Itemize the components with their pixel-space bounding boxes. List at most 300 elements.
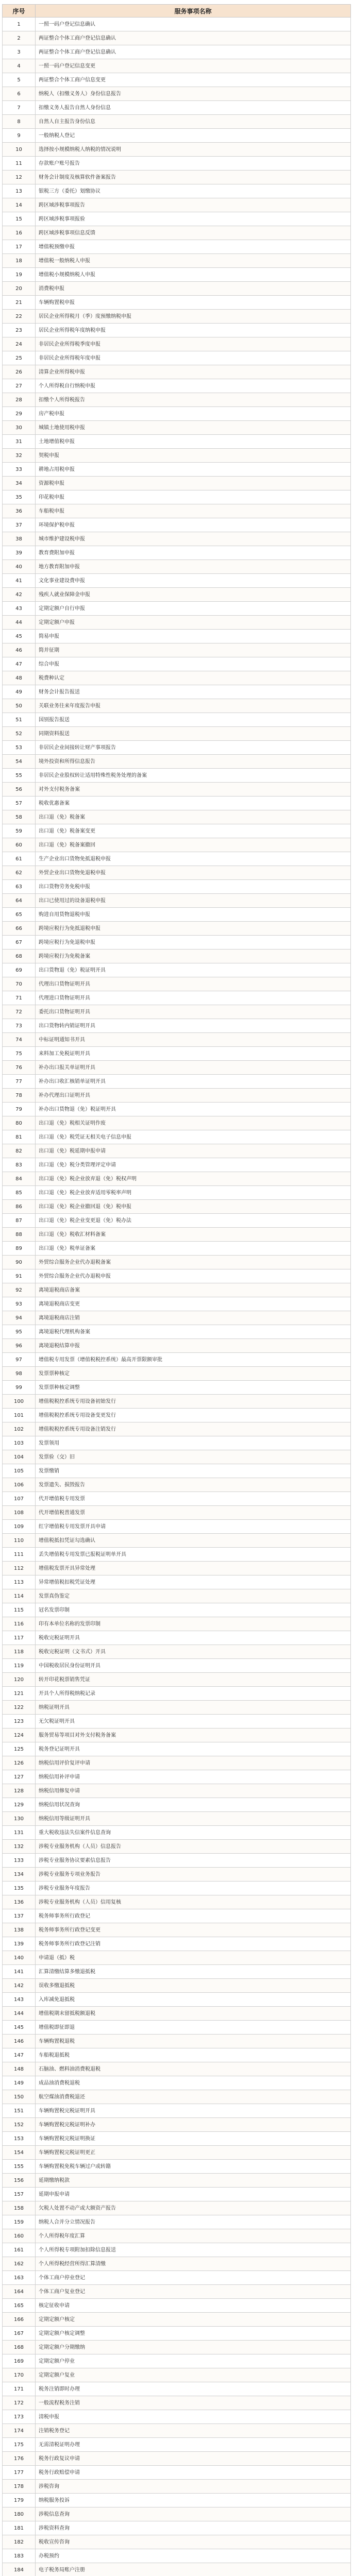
row-index: 65 (3, 908, 36, 922)
table-row (3, 1812, 351, 1826)
table-row (3, 1492, 351, 1506)
table-row (3, 991, 351, 1005)
table-row (3, 1923, 351, 1937)
row-service-name: 财务会计制度及核算软件备案报告 (36, 171, 351, 184)
row-service-name: 补办出口货物退（免）税证明开具 (36, 1103, 351, 1116)
row-service-name: 残疾人就业保障金申报 (36, 588, 351, 602)
row-index: 64 (3, 894, 36, 908)
table-row (3, 922, 351, 936)
row-service-name: 两证整合个体工商户登记信息确认 (36, 45, 351, 59)
row-service-name: 开具个人所得税纳税记录 (36, 1687, 351, 1701)
row-service-name: 成品油消费税退税 (36, 2076, 351, 2090)
row-service-name: 增值税发票开具异常处理 (36, 1562, 351, 1575)
row-index: 114 (3, 1589, 36, 1603)
table-row (3, 1116, 351, 1130)
table-row (3, 894, 351, 908)
table-row (3, 2382, 351, 2396)
row-index: 3 (3, 45, 36, 59)
table-row (3, 18, 351, 31)
table-header-row (3, 5, 351, 18)
row-service-name: 出口退（免）税延期申报申请 (36, 1144, 351, 1158)
table-row (3, 1575, 351, 1589)
table-row (3, 2062, 351, 2076)
row-service-name: 财务会计报告报送 (36, 685, 351, 699)
row-index: 103 (3, 1436, 36, 1450)
row-index: 140 (3, 1951, 36, 1965)
row-service-name: 纳税信用等级证明开具 (36, 1812, 351, 1826)
table-row (3, 393, 351, 407)
row-index: 91 (3, 1269, 36, 1283)
row-service-name: 居民企业所得税年度纳税申报 (36, 324, 351, 337)
row-index: 49 (3, 685, 36, 699)
table-row (3, 908, 351, 922)
row-service-name: 补办代理出口证明开具 (36, 1089, 351, 1103)
row-index: 39 (3, 546, 36, 560)
row-service-name: 出口货物劳务免税申报 (36, 880, 351, 894)
table-row (3, 1186, 351, 1200)
row-index: 19 (3, 268, 36, 282)
table-row (3, 630, 351, 643)
row-service-name: 注销税务登记 (36, 2424, 351, 2438)
row-index: 58 (3, 810, 36, 824)
table-row (3, 2535, 351, 2549)
table-row (3, 490, 351, 504)
table-row (3, 1589, 351, 1603)
row-index: 4 (3, 59, 36, 73)
row-service-name: 发票缴销 (36, 1464, 351, 1478)
row-service-name: 出口退（免）税企业变更退（免）税办法 (36, 1214, 351, 1228)
row-index: 6 (3, 87, 36, 101)
row-service-name: 出口退（免）税相关证明作废 (36, 1116, 351, 1130)
row-service-name: 纳税服务投诉 (36, 2494, 351, 2507)
table-row (3, 1103, 351, 1116)
row-service-name: 发票验（交）旧 (36, 1450, 351, 1464)
row-service-name: 补办出口收汇核销单证明开具 (36, 1075, 351, 1089)
row-index: 55 (3, 769, 36, 783)
row-index: 135 (3, 1882, 36, 1895)
row-index: 176 (3, 2452, 36, 2466)
row-service-name: 发票票种核定 (36, 1367, 351, 1381)
row-service-name: 补办出口报关单证明开具 (36, 1061, 351, 1075)
row-index: 179 (3, 2494, 36, 2507)
row-index: 171 (3, 2382, 36, 2396)
row-service-name: 外贸企业出口货物免退税申报 (36, 866, 351, 880)
table-row (3, 1645, 351, 1659)
row-service-name: 文化事业建设费申报 (36, 574, 351, 588)
row-index: 17 (3, 240, 36, 254)
row-service-name: 税务师事务所行政登记 (36, 1909, 351, 1923)
table-row (3, 1617, 351, 1631)
row-index: 97 (3, 1353, 36, 1367)
table-row (3, 1603, 351, 1617)
row-index: 108 (3, 1506, 36, 1520)
row-service-name: 增值税税控系统专用设备注销发行 (36, 1422, 351, 1436)
row-service-name: 出口退（免）税收汇材料备案 (36, 1228, 351, 1242)
row-index: 13 (3, 184, 36, 198)
table-row (3, 2563, 351, 2576)
row-index: 96 (3, 1339, 36, 1353)
row-service-name: 出口货物退（免）税证明开具 (36, 963, 351, 977)
table-row (3, 616, 351, 630)
row-index: 180 (3, 2507, 36, 2521)
row-index: 105 (3, 1464, 36, 1478)
row-index: 109 (3, 1520, 36, 1534)
row-service-name: 纳税信用修复申请 (36, 1784, 351, 1798)
row-index: 56 (3, 783, 36, 796)
table-row (3, 2201, 351, 2215)
row-service-name: 离境退税商店注销 (36, 1311, 351, 1325)
row-index: 93 (3, 1297, 36, 1311)
row-index: 98 (3, 1367, 36, 1381)
table-row (3, 240, 351, 254)
row-service-name: 一般纳税人登记 (36, 129, 351, 143)
row-service-name: 涉税信息查询 (36, 2507, 351, 2521)
row-service-name: 车辆购置税申报 (36, 296, 351, 310)
table-row (3, 866, 351, 880)
row-service-name: 一照一码户登记信息确认 (36, 18, 351, 31)
row-index: 47 (3, 657, 36, 671)
row-service-name: 涉税专业服务年度报告 (36, 1882, 351, 1895)
row-index: 29 (3, 407, 36, 421)
table-row (3, 351, 351, 365)
row-service-name: 定期定额户核定 (36, 2313, 351, 2327)
table-row (3, 1130, 351, 1144)
row-index: 104 (3, 1450, 36, 1464)
row-index: 164 (3, 2285, 36, 2299)
table-row (3, 2146, 351, 2160)
table-row (3, 171, 351, 184)
row-service-name: 代理出口货物证明开具 (36, 977, 351, 991)
table-row (3, 2021, 351, 2035)
row-service-name: 增值税一般纳税人申报 (36, 254, 351, 268)
row-service-name: 一般流程税务注销 (36, 2396, 351, 2410)
row-service-name: 印花税申报 (36, 490, 351, 504)
table-row (3, 73, 351, 87)
row-service-name: 印有本单位名称的发票印制 (36, 1617, 351, 1631)
row-index: 173 (3, 2410, 36, 2424)
row-service-name: 增值税税控系统专用设备变更发行 (36, 1409, 351, 1422)
row-service-name: 个体工商户停业登记 (36, 2271, 351, 2285)
row-service-name: 契税申报 (36, 449, 351, 463)
row-index: 57 (3, 796, 36, 810)
row-service-name: 同期资料报送 (36, 727, 351, 741)
row-service-name: 涉税资料查询 (36, 2521, 351, 2535)
row-index: 174 (3, 2424, 36, 2438)
table-row (3, 477, 351, 490)
row-service-name: 对外支付税务备案 (36, 783, 351, 796)
table-row (3, 1993, 351, 2007)
row-index: 41 (3, 574, 36, 588)
row-index: 156 (3, 2174, 36, 2188)
row-service-name: 纳税信用状况查询 (36, 1798, 351, 1812)
row-index: 8 (3, 115, 36, 129)
row-index: 89 (3, 1242, 36, 1256)
row-service-name: 资源税申报 (36, 477, 351, 490)
row-service-name: 环境保护税申报 (36, 518, 351, 532)
row-index: 85 (3, 1186, 36, 1200)
table-row (3, 1742, 351, 1756)
table-row (3, 1033, 351, 1047)
row-service-name: 个体工商户复业登记 (36, 2285, 351, 2299)
row-service-name: 中国税收居民身份证明开具 (36, 1659, 351, 1673)
row-index: 21 (3, 296, 36, 310)
table-row (3, 2480, 351, 2494)
row-index: 48 (3, 671, 36, 685)
row-service-name: 离境退税商店变更 (36, 1297, 351, 1311)
row-index: 106 (3, 1478, 36, 1492)
row-service-name: 存款账户账号报告 (36, 157, 351, 171)
row-service-name: 税收完税证明（文书式）开具 (36, 1645, 351, 1659)
row-service-name: 出口退（免）税备案 (36, 810, 351, 824)
row-service-name: 代开增值税普通发票 (36, 1506, 351, 1520)
row-service-name: 增值税期末留抵税额退税 (36, 2007, 351, 2021)
table-row (3, 1464, 351, 1478)
row-service-name: 购进自用货物退税申报 (36, 908, 351, 922)
row-service-name: 涉税专业服务机构（人员）信息报告 (36, 1840, 351, 1854)
row-service-name: 消费税申报 (36, 282, 351, 296)
row-index: 170 (3, 2368, 36, 2382)
table-row (3, 1798, 351, 1812)
row-index: 75 (3, 1047, 36, 1061)
table-row (3, 741, 351, 755)
table-row (3, 1784, 351, 1798)
table-row (3, 198, 351, 212)
table-row (3, 1283, 351, 1297)
table-row (3, 1089, 351, 1103)
table-row (3, 1242, 351, 1256)
table-row (3, 1325, 351, 1339)
table-row (3, 2007, 351, 2021)
table-row (3, 2313, 351, 2327)
table-row (3, 1659, 351, 1673)
table-row (3, 769, 351, 783)
row-service-name: 定期定额户分期缴纳 (36, 2341, 351, 2354)
table-row (3, 532, 351, 546)
row-index: 161 (3, 2243, 36, 2257)
table-row (3, 1228, 351, 1242)
table-row (3, 1422, 351, 1436)
row-index: 150 (3, 2090, 36, 2104)
row-service-name: 地方教育附加申报 (36, 560, 351, 574)
row-service-name: 跨区域涉税事项信息反馈 (36, 226, 351, 240)
table-row (3, 2132, 351, 2146)
table-row (3, 699, 351, 713)
table-row (3, 2466, 351, 2480)
row-service-name: 石脑油、燃料油消费税退税 (36, 2062, 351, 2076)
row-service-name: 税收优惠备案 (36, 796, 351, 810)
table-row (3, 1548, 351, 1562)
table-row (3, 1367, 351, 1381)
row-index: 20 (3, 282, 36, 296)
table-row (3, 254, 351, 268)
table-row (3, 2327, 351, 2341)
table-row (3, 1840, 351, 1854)
table-row (3, 574, 351, 588)
row-index: 78 (3, 1089, 36, 1103)
row-index: 154 (3, 2146, 36, 2160)
row-index: 110 (3, 1534, 36, 1548)
row-service-name: 延期缴纳税款 (36, 2174, 351, 2188)
table-row (3, 2438, 351, 2452)
row-index: 92 (3, 1283, 36, 1297)
row-index: 59 (3, 824, 36, 838)
row-index: 51 (3, 713, 36, 727)
row-service-name: 电子税务局账户注册 (36, 2563, 351, 2576)
row-index: 181 (3, 2521, 36, 2535)
row-service-name: 出口退（免）税分类管理评定申请 (36, 1158, 351, 1172)
table-row (3, 2549, 351, 2563)
row-service-name: 两证整合个体工商户登记信息确认 (36, 31, 351, 45)
row-service-name: 发票票种核定调整 (36, 1381, 351, 1395)
table-row (3, 1047, 351, 1061)
table-row (3, 2424, 351, 2438)
row-index: 86 (3, 1200, 36, 1214)
table-row (3, 1687, 351, 1701)
row-service-name: 车辆购置税退税 (36, 2035, 351, 2048)
row-index: 82 (3, 1144, 36, 1158)
row-service-name: 增值税预缴申报 (36, 240, 351, 254)
row-index: 46 (3, 643, 36, 657)
row-index: 117 (3, 1631, 36, 1645)
table-row (3, 1019, 351, 1033)
table-row (3, 101, 351, 115)
table-row (3, 2188, 351, 2201)
row-service-name: 红字增值税专用发票开具申请 (36, 1520, 351, 1534)
table-row (3, 824, 351, 838)
row-index: 119 (3, 1659, 36, 1673)
row-service-name: 丢失增值税专用发票已报税证明单开具 (36, 1548, 351, 1562)
row-index: 10 (3, 143, 36, 157)
row-index: 182 (3, 2535, 36, 2549)
row-index: 73 (3, 1019, 36, 1033)
row-index: 11 (3, 157, 36, 171)
row-index: 14 (3, 198, 36, 212)
row-index: 151 (3, 2104, 36, 2118)
table-row (3, 379, 351, 393)
row-index: 112 (3, 1562, 36, 1575)
row-service-name: 税务师事务所行政登记注销 (36, 1937, 351, 1951)
table-row (3, 282, 351, 296)
table-row (3, 671, 351, 685)
table-row (3, 1895, 351, 1909)
row-index: 1 (3, 18, 36, 31)
row-service-name: 发票真伪鉴定 (36, 1589, 351, 1603)
row-service-name: 清算企业所得税申报 (36, 365, 351, 379)
row-index: 183 (3, 2549, 36, 2563)
row-index: 37 (3, 518, 36, 532)
row-index: 9 (3, 129, 36, 143)
table-row (3, 2354, 351, 2368)
table-body (3, 18, 351, 2576)
row-index: 172 (3, 2396, 36, 2410)
table-row (3, 657, 351, 671)
row-service-name: 税务登记证明开具 (36, 1742, 351, 1756)
row-index: 147 (3, 2048, 36, 2062)
row-service-name: 代理进口货物证明开具 (36, 991, 351, 1005)
table-row (3, 2521, 351, 2535)
row-index: 27 (3, 379, 36, 393)
table-row (3, 783, 351, 796)
row-index: 163 (3, 2271, 36, 2285)
row-service-name: 误收多缴退抵税 (36, 1979, 351, 1993)
row-index: 115 (3, 1603, 36, 1617)
row-service-name: 非居民企业间接转让财产事项报告 (36, 741, 351, 755)
table-row (3, 1631, 351, 1645)
row-service-name: 出口退（免）税备案变更 (36, 824, 351, 838)
table-row (3, 1882, 351, 1895)
row-index: 50 (3, 699, 36, 713)
row-service-name: 纳税信用补评申请 (36, 1770, 351, 1784)
table-row (3, 87, 351, 101)
row-index: 153 (3, 2132, 36, 2146)
row-index: 26 (3, 365, 36, 379)
row-index: 116 (3, 1617, 36, 1631)
table-row (3, 713, 351, 727)
row-index: 162 (3, 2257, 36, 2271)
table-row (3, 1854, 351, 1868)
row-index: 36 (3, 504, 36, 518)
row-service-name: 外贸综合服务企业代办退税申报 (36, 1269, 351, 1283)
table-row (3, 1868, 351, 1882)
row-service-name: 定期定额户核定调整 (36, 2327, 351, 2341)
service-items-table (2, 4, 351, 2576)
row-index: 67 (3, 936, 36, 950)
row-service-name: 两证整合个体工商户信息变更 (36, 73, 351, 87)
row-index: 134 (3, 1868, 36, 1882)
row-index: 45 (3, 630, 36, 643)
table-row (3, 2494, 351, 2507)
row-service-name: 发票领用 (36, 1436, 351, 1450)
table-row (3, 1381, 351, 1395)
row-service-name: 简并征期 (36, 643, 351, 657)
table-row (3, 1436, 351, 1450)
row-index: 177 (3, 2466, 36, 2480)
row-service-name: 出口货物转内销证明开具 (36, 1019, 351, 1033)
row-index: 80 (3, 1116, 36, 1130)
table-row (3, 143, 351, 157)
row-index: 42 (3, 588, 36, 602)
row-service-name: 代开增值税专用发票 (36, 1492, 351, 1506)
table-row (3, 950, 351, 963)
row-service-name: 申请退（抵）税 (36, 1951, 351, 1965)
table-row (3, 643, 351, 657)
row-service-name: 增值税抵扣凭证勾选确认 (36, 1534, 351, 1548)
table-row (3, 2035, 351, 2048)
row-service-name: 涉税专业服务协议要素信息报告 (36, 1854, 351, 1868)
row-service-name: 个人所得税年度汇算 (36, 2229, 351, 2243)
table-row (3, 1311, 351, 1325)
row-service-name: 出口退（免）税单证备案 (36, 1242, 351, 1256)
table-row (3, 796, 351, 810)
table-row (3, 310, 351, 324)
row-index: 146 (3, 2035, 36, 2048)
row-service-name: 税务行政复议申请 (36, 2452, 351, 2466)
table-row (3, 2118, 351, 2132)
row-service-name: 跨境应税行为免抵退税申报 (36, 922, 351, 936)
table-row (3, 2243, 351, 2257)
row-index: 74 (3, 1033, 36, 1047)
row-index: 77 (3, 1075, 36, 1089)
row-index: 15 (3, 212, 36, 226)
row-service-name: 纳税证明开具 (36, 1701, 351, 1715)
table-row (3, 2452, 351, 2466)
row-service-name: 选择按小规模纳税人纳税的情况说明 (36, 143, 351, 157)
row-index: 145 (3, 2021, 36, 2035)
row-service-name: 教育费附加申报 (36, 546, 351, 560)
row-service-name: 跨区域涉税事项报验 (36, 212, 351, 226)
row-index: 152 (3, 2118, 36, 2132)
row-index: 123 (3, 1715, 36, 1728)
